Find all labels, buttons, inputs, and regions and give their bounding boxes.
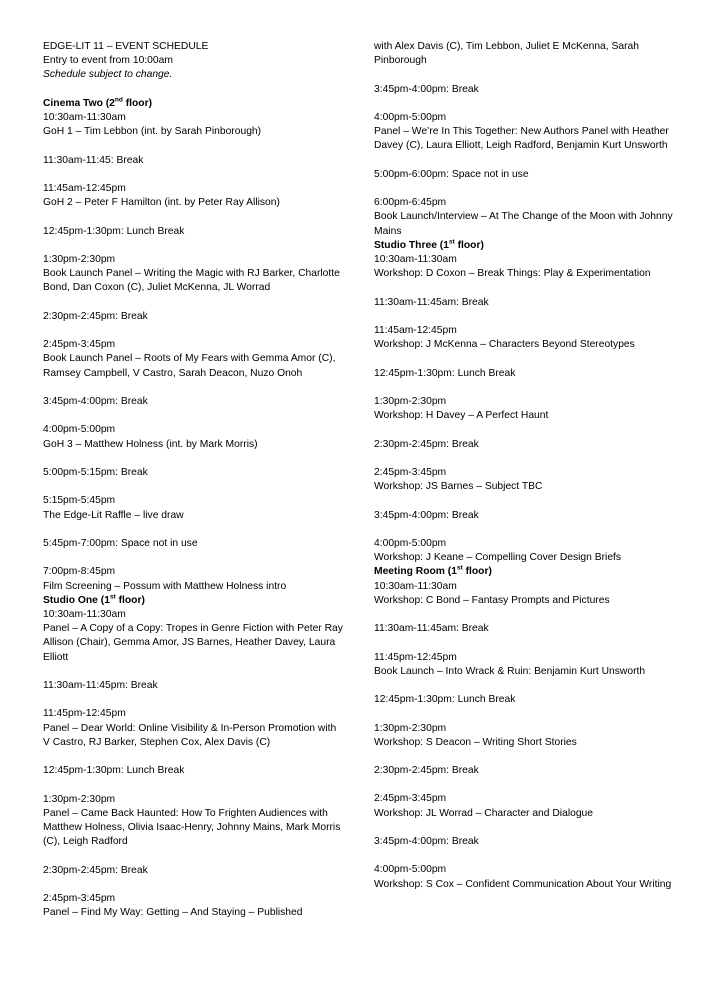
- schedule-entry: [374, 111, 674, 154]
- entry-time: 10:30am-11:30am: [43, 608, 126, 620]
- schedule-entry: [374, 253, 674, 281]
- section-studio-one: [43, 594, 343, 921]
- schedule-entry: [43, 764, 343, 778]
- section-studio-three: [374, 239, 674, 566]
- entry-time: 2:30pm-2:45pm: Break: [43, 864, 148, 876]
- schedule-entry: [43, 253, 343, 296]
- continued-text: with Alex Davis (C), Tim Lebbon, Juliet E McKenna, Sarah Pinborough: [374, 41, 639, 67]
- schedule-entry: [374, 722, 674, 750]
- entry-description: Panel – Find My Way: Getting – And Staying – Published: [43, 907, 303, 919]
- entry-time: 11:45am-12:45pm: [43, 182, 126, 194]
- entry-time: 3:45pm-4:00pm: Break: [374, 509, 479, 521]
- entry-time: 2:45pm-3:45pm: [43, 339, 116, 351]
- entry-description: Film Screening – Possum with Matthew Holness intro: [43, 580, 287, 592]
- entry-time: 2:30pm-2:45pm: Break: [374, 765, 479, 777]
- entry-description: Book Launch – Into Wrack & Ruin: Benjamin Kurt Unsworth: [374, 665, 646, 677]
- entry-time: 5:00pm-6:00pm: Space not in use: [374, 168, 529, 180]
- entry-time: 3:45pm-4:00pm: Break: [374, 83, 479, 95]
- section-cinema-two: [43, 97, 343, 594]
- schedule-entry: [374, 466, 674, 494]
- entry-description: Panel – A Copy of a Copy: Tropes in Genre Fiction with Peter Ray Allison (Chair), Gemma Amor, JS Barnes, Heather Davey, Laura Elliott: [43, 623, 343, 663]
- schedule-entry: [43, 338, 343, 381]
- entry-time: 7:00pm-8:45pm: [43, 566, 116, 578]
- entry-time: 6:00pm-6:45pm: [374, 197, 447, 209]
- schedule-entry: [374, 324, 674, 352]
- schedule-entry: [374, 83, 674, 97]
- entry-time: Entry to event from 10:00am: [43, 55, 173, 67]
- schedule-entry: [43, 111, 343, 139]
- entry-time: 1:30pm-2:30pm: [43, 253, 116, 265]
- entry-description: Book Launch/Interview – At The Change of the Moon with Johnny Mains: [374, 211, 673, 237]
- section-heading: Studio One (1st floor): [43, 593, 145, 606]
- doc-header: [43, 40, 343, 83]
- schedule-entry: [374, 651, 674, 679]
- entry-time: 10:30am-11:30am: [374, 253, 457, 265]
- entry-time: 5:45pm-7:00pm: Space not in use: [43, 537, 198, 549]
- schedule-entry: [43, 608, 343, 665]
- entry-description: Panel – We’re In This Together: New Authors Panel with Heather Davey (C), Laura Elliott, Leigh Radford, Benjamin Kurt Unsworth: [374, 126, 669, 152]
- entry-time: 3:45pm-4:00pm: Break: [374, 836, 479, 848]
- entry-time: 11:30am-11:45am: Break: [374, 623, 489, 635]
- entry-time: 2:45pm-3:45pm: [374, 793, 447, 805]
- schedule-entry: [374, 296, 674, 310]
- schedule-entry: [43, 310, 343, 324]
- schedule-entry: [43, 182, 343, 210]
- entry-time: 4:00pm-5:00pm: [374, 864, 447, 876]
- schedule-entry: [374, 168, 674, 182]
- entry-description: GoH 3 – Matthew Holness (int. by Mark Morris): [43, 438, 258, 450]
- entry-time: 5:15pm-5:45pm: [43, 495, 116, 507]
- section-heading: Cinema Two (2nd floor): [43, 96, 153, 109]
- schedule-entry: [43, 466, 343, 480]
- entry-description: Workshop: S Cox – Confident Communication About Your Writing: [374, 878, 672, 890]
- schedule-entry: [43, 707, 343, 750]
- entry-time: 1:30pm-2:30pm: [374, 395, 447, 407]
- entry-time: 11:45am-12:45pm: [374, 324, 457, 336]
- entry-description: Workshop: JS Barnes – Subject TBC: [374, 481, 543, 493]
- left-column: [43, 40, 343, 920]
- entry-time: 12:45pm-1:30pm: Lunch Break: [374, 367, 516, 379]
- entry-time: 3:45pm-4:00pm: Break: [43, 395, 148, 407]
- section-heading: Studio Three (1st floor): [374, 238, 484, 251]
- entry-time: 11:30am-11:45pm: Break: [43, 679, 158, 691]
- entry-time: 10:30am-11:30am: [374, 580, 457, 592]
- entry-time: 4:00pm-5:00pm: [43, 424, 116, 436]
- schedule-entry: [43, 423, 343, 451]
- entry-description: The Edge-Lit Raffle – live draw: [43, 509, 184, 521]
- schedule-entry: [43, 537, 343, 551]
- schedule-entry: [374, 693, 674, 707]
- entry-description: Panel – Dear World: Online Visibility & In-Person Promotion with V Castro, RJ Barker, Stephen Cox, Alex Davis (C): [43, 722, 337, 748]
- schedule-entry: [43, 565, 343, 593]
- schedule-entry: [374, 438, 674, 452]
- schedule-entry: [374, 580, 674, 608]
- entry-description: Workshop: J Keane – Compelling Cover Design Briefs: [374, 552, 622, 564]
- doc-title: EDGE-LIT 11 – EVENT SCHEDULE: [43, 41, 209, 52]
- entry-description: Panel – Came Back Haunted: How To Frighten Audiences with Matthew Holness, Olivia Isaac-Henry, Johnny Mains, Mark Morris (C), Leigh Radford: [43, 807, 341, 848]
- entry-time: 11:45pm-12:45pm: [374, 651, 457, 663]
- schedule-entry: [374, 792, 674, 820]
- schedule-entry: [374, 764, 674, 778]
- schedule-entry: [43, 864, 343, 878]
- entry-description: Workshop: J McKenna – Characters Beyond Stereotypes: [374, 339, 635, 351]
- schedule-entry: [374, 395, 674, 423]
- entry-time: 1:30pm-2:30pm: [43, 793, 116, 805]
- entry-time: 12:45pm-1:30pm: Lunch Break: [374, 694, 516, 706]
- entry-time: 2:30pm-2:45pm: Break: [374, 438, 479, 450]
- entry-time: 12:45pm-1:30pm: Lunch Break: [43, 225, 185, 237]
- schedule-entry: [43, 494, 343, 522]
- schedule-entry: [43, 679, 343, 693]
- schedule-entry: [43, 154, 343, 168]
- schedule-entry: [374, 367, 674, 381]
- entry-time: 11:30am-11:45: Break: [43, 154, 144, 166]
- entry-time: 12:45pm-1:30pm: Lunch Break: [43, 765, 185, 777]
- entry-time: 11:30am-11:45am: Break: [374, 296, 489, 308]
- entry-time: 2:45pm-3:45pm: [374, 466, 447, 478]
- schedule-entry: [374, 863, 674, 891]
- entry-time: 2:30pm-2:45pm: Break: [43, 310, 148, 322]
- entry-description: Workshop: C Bond – Fantasy Prompts and Pictures: [374, 594, 610, 606]
- section-heading: Meeting Room (1st floor): [374, 564, 492, 578]
- entry-description: Workshop: S Deacon – Writing Short Stories: [374, 736, 577, 748]
- schedule-entry: [374, 196, 674, 239]
- schedule-entry: [43, 395, 343, 409]
- entry-time: 4:00pm-5:00pm: [374, 111, 447, 123]
- entry-description: Workshop: D Coxon – Break Things: Play & Experimentation: [374, 268, 651, 280]
- entry-time: 1:30pm-2:30pm: [374, 722, 447, 734]
- entry-time: 4:00pm-5:00pm: [374, 537, 447, 549]
- right-column: [374, 40, 674, 892]
- schedule-entry: [43, 793, 343, 850]
- schedule-entry: [43, 892, 343, 920]
- entry-description: Workshop: JL Worrad – Character and Dialogue: [374, 807, 594, 819]
- entry-description: Book Launch Panel – Writing the Magic with RJ Barker, Charlotte Bond, Dan Coxon (C), Juliet McKenna, JL Worrad: [43, 268, 340, 294]
- entry-description: GoH 2 – Peter F Hamilton (int. by Peter Ray Allison): [43, 197, 280, 209]
- schedule-entry: [43, 225, 343, 239]
- schedule-entry: [374, 835, 674, 849]
- entry-description: Book Launch Panel – Roots of My Fears with Gemma Amor (C), Ramsey Campbell, V Castro, Sarah Deacon, Nuzo Onoh: [43, 353, 336, 379]
- entry-description: GoH 1 – Tim Lebbon (int. by Sarah Pinborough): [43, 126, 262, 138]
- schedule-note: Schedule subject to change.: [43, 69, 173, 81]
- schedule-entry: [374, 622, 674, 636]
- entry-description: Workshop: H Davey – A Perfect Haunt: [374, 410, 549, 422]
- entry-time: 10:30am-11:30am: [43, 112, 126, 123]
- schedule-entry: [374, 509, 674, 523]
- section-meeting-room: [374, 565, 674, 892]
- entry-time: 11:45pm-12:45pm: [43, 708, 126, 720]
- entry-time: 2:45pm-3:45pm: [43, 892, 116, 904]
- entry-time: 5:00pm-5:15pm: Break: [43, 466, 148, 478]
- schedule-entry: [374, 537, 674, 565]
